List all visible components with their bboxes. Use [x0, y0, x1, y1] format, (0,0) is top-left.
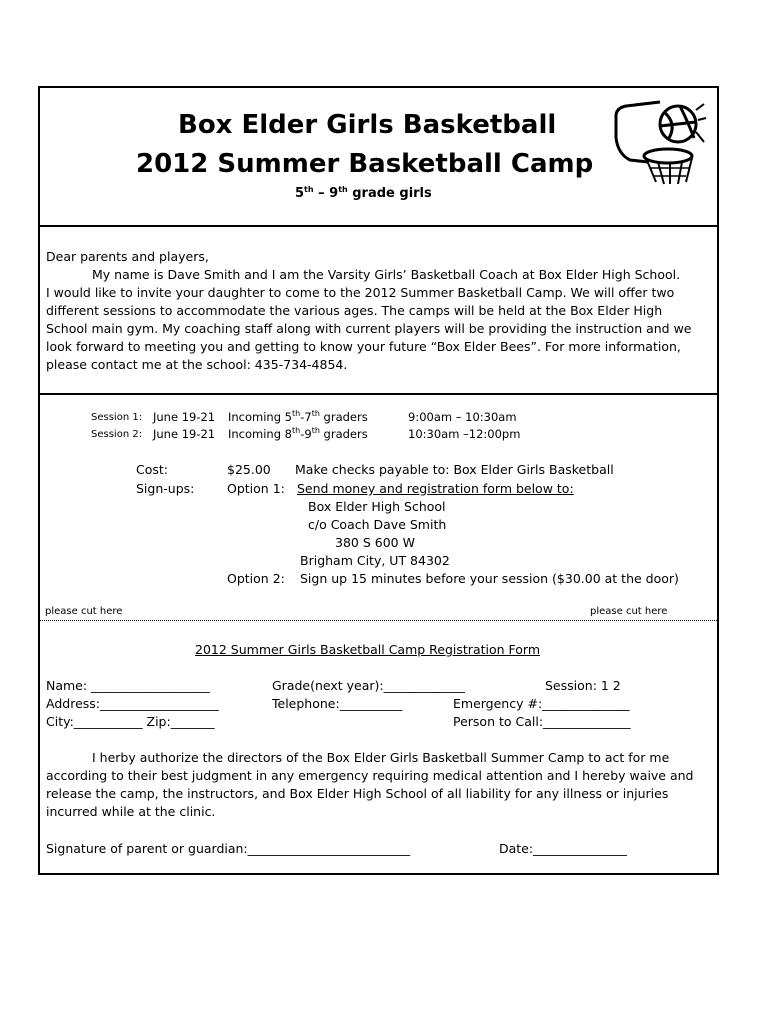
- authorization-line: I herby authorize the directors of the Box Elder Girls Basketball Summer Camp to act for me: [92, 750, 670, 765]
- date-field[interactable]: Date:_______________: [499, 841, 627, 856]
- option2-text: Sign up 15 minutes before your session ($30.00 at the door): [300, 571, 679, 586]
- city-zip-field[interactable]: City:___________ Zip:_______: [46, 714, 215, 729]
- grade-subtitle: 5th – 9th grade girls: [295, 185, 432, 201]
- basketball-hoop-icon: [608, 98, 710, 186]
- page-title-line2: 2012 Summer Basketball Camp: [136, 149, 594, 179]
- signature-field[interactable]: Signature of parent or guardian:__________________________: [46, 841, 411, 856]
- page-title-line1: Box Elder Girls Basketball: [178, 110, 557, 140]
- letter-line: look forward to meeting you and getting to know your future “Box Elder Bees”. For more information,: [46, 339, 681, 354]
- authorization-line: according to their best judgment in any emergency requiring medical attention and I hereby waive and: [46, 768, 694, 783]
- cut-label-right: please cut here: [590, 606, 668, 617]
- cut-line: [38, 620, 719, 621]
- header-divider: [38, 225, 719, 227]
- session-time: 9:00am – 10:30am: [408, 410, 517, 424]
- form-title: 2012 Summer Girls Basketball Camp Registration Form: [195, 642, 541, 657]
- person-to-call-field[interactable]: Person to Call:______________: [453, 714, 631, 729]
- session-dates: June 19-21: [153, 410, 216, 424]
- cost-note: Make checks payable to: Box Elder Girls Basketball: [295, 462, 614, 477]
- mailing-address-line: 380 S 600 W: [335, 535, 415, 550]
- mailing-address-line: Brigham City, UT 84302: [300, 553, 450, 568]
- letter-line: please contact me at the school: 435-734-4854.: [46, 357, 348, 372]
- letter-greeting: Dear parents and players,: [46, 249, 209, 264]
- letter-line: My name is Dave Smith and I am the Varsity Girls’ Basketball Coach at Box Elder High School.: [92, 267, 681, 282]
- mailing-address-line: Box Elder High School: [308, 499, 446, 514]
- option1-text: Send money and registration form below to:: [297, 481, 574, 496]
- session-choice[interactable]: Session: 1 2: [545, 678, 621, 693]
- session-label: Session 2:: [91, 429, 143, 440]
- letter-line: I would like to invite your daughter to come to the 2012 Summer Basketball Camp. We will offer two: [46, 285, 675, 300]
- session-description: Incoming 8th-9th graders: [228, 426, 368, 441]
- session-label: Session 1:: [91, 412, 143, 423]
- address-field[interactable]: Address:___________________: [46, 696, 219, 711]
- session-time: 10:30am –12:00pm: [408, 427, 521, 441]
- mailing-address-line: c/o Coach Dave Smith: [308, 517, 447, 532]
- cost-value: $25.00: [227, 462, 271, 477]
- letter-line: School main gym. My coaching staff along with current players will be providing the instruction and we: [46, 321, 692, 336]
- session-dates: June 19-21: [153, 427, 216, 441]
- letter-divider: [38, 393, 719, 395]
- emergency-field[interactable]: Emergency #:______________: [453, 696, 630, 711]
- session-description: Incoming 5th-7th graders: [228, 409, 368, 424]
- name-field[interactable]: Name: ___________________: [46, 678, 210, 693]
- telephone-field[interactable]: Telephone:__________: [272, 696, 403, 711]
- authorization-line: incurred while at the clinic.: [46, 804, 216, 819]
- option1-label: Option 1:: [227, 481, 285, 496]
- grade-field[interactable]: Grade(next year):_____________: [272, 678, 465, 693]
- letter-line: different sessions to accommodate the various ages. The camps will be held at the Box Elder High: [46, 303, 663, 318]
- cut-label-left: please cut here: [45, 606, 123, 617]
- cost-label: Cost:: [136, 462, 169, 477]
- authorization-line: release the camp, the instructors, and Box Elder High School of all liability for any illness or injuries: [46, 786, 669, 801]
- option2-label: Option 2:: [227, 571, 285, 586]
- signups-label: Sign-ups:: [136, 481, 195, 496]
